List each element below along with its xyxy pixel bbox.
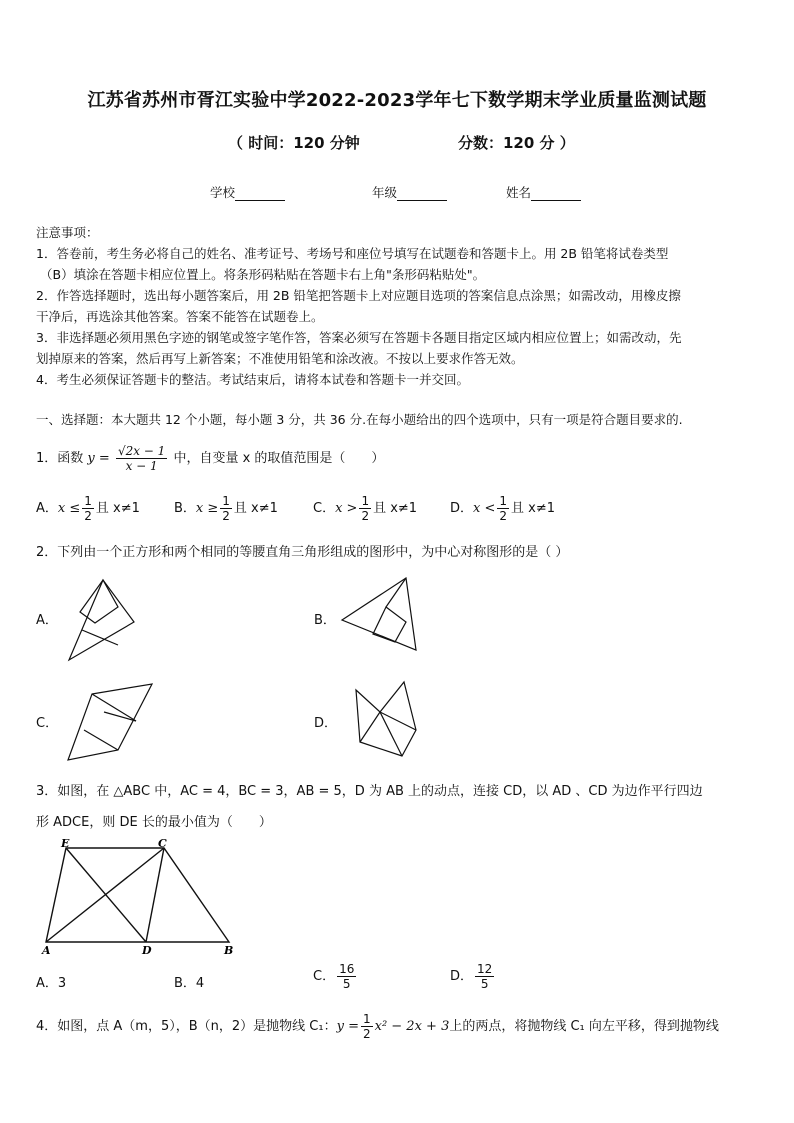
q3-option-c-label: C．	[313, 969, 336, 984]
q4-stem-a: 4．如图，点 A（m，5），B（n，2）是抛物线 C₁：	[36, 1019, 337, 1034]
q3-point-e: E	[61, 837, 70, 850]
q3-option-b[interactable]	[174, 972, 204, 991]
q1-option-a-rel: x ≤	[57, 501, 81, 516]
q2a-line	[82, 630, 118, 645]
q1-suffix: 中，自变量 x 的取值范围是（ ）	[173, 451, 385, 466]
name-field	[506, 183, 581, 201]
q2d-line3	[380, 712, 416, 730]
q1-option-c-frac	[359, 494, 371, 523]
q2a-outline	[69, 580, 134, 660]
q2d-line1	[360, 712, 380, 742]
frac-num: 1	[84, 494, 92, 508]
frac-den: 2	[222, 509, 230, 523]
q1-numerator: √2x − 1	[117, 444, 166, 458]
q2c-outline	[68, 684, 152, 760]
q1-option-d[interactable]	[450, 494, 555, 523]
q2c-line2	[84, 730, 118, 750]
frac-den: 2	[84, 509, 92, 523]
q1-option-b-frac	[220, 494, 232, 523]
q2-option-b-label[interactable]: B．	[314, 613, 336, 628]
q3-option-a[interactable]	[36, 972, 66, 991]
q3-point-b: B	[224, 944, 234, 957]
q2b-square	[373, 607, 406, 642]
q1-option-c-label: C．	[313, 501, 336, 516]
notes-block	[36, 222, 758, 390]
q4-stem-b: 上的两点，将抛物线 C₁ 向左平移，得到抛物线	[449, 1019, 719, 1034]
page-title: 江苏省苏州市胥江实验中学2022-2023学年七下数学期末学业质量监测试题	[87, 90, 707, 111]
q1-option-b[interactable]	[174, 494, 278, 523]
q1-fraction	[116, 444, 167, 473]
section-heading: 一、选择题：本大题共 12 个小题，每小题 3 分，共 36 分.在每小题给出的四个选项中，只有一项是符合题目要求的.	[36, 412, 683, 427]
q2c-line1	[104, 712, 136, 721]
note-4: 4．考生必须保证答题卡的整洁。考试结束后，请将本试卷和答题卡一并交回。	[36, 372, 469, 387]
q3-option-b-label: B．	[174, 976, 196, 991]
frac-num: 1	[499, 494, 508, 508]
exam-time: （ 时间：120 分钟	[228, 134, 360, 152]
note-1b: （B）填涂在答题卡相应位置上。将条形码粘贴在答题卡右上角"条形码粘贴处"。	[40, 267, 486, 282]
q3-trapezoid	[46, 848, 229, 942]
q1-option-c[interactable]	[313, 494, 417, 523]
school-label: 学校	[210, 185, 236, 200]
school-blank	[235, 188, 285, 201]
q3c-den: 5	[342, 977, 351, 991]
question-3-stem-a: 3．如图，在 △ABC 中，AC = 4，BC = 3，AB = 5，D 为 AB 上的动点，连接 CD，以 AD 、CD 为边作平行四边	[36, 784, 703, 799]
q4-den: 2	[362, 1027, 371, 1041]
q3-option-d-frac	[475, 962, 494, 991]
q2b-line	[386, 578, 406, 607]
note-3b: 划掉原来的答案，然后再写上新答案；不准使用铅笔和涂改液。不按以上要求作答无效。	[36, 351, 524, 366]
q3c-num: 16	[339, 962, 355, 976]
frac-num: 1	[361, 494, 370, 508]
note-1a: 1．答卷前，考生务必将自己的姓名、准考证号、考场号和座位号填写在试题卷和答题卡上。用 2B 铅笔将试卷类型	[36, 246, 669, 261]
q2-option-a-label[interactable]: A．	[36, 613, 58, 628]
q3d-den: 5	[480, 977, 489, 991]
question-1-stem	[36, 444, 384, 473]
q3-option-c-frac	[337, 962, 356, 991]
question-2-stem: 2．下列由一个正方形和两个相同的等腰直角三角形组成的图形中，为中心对称图形的是（ ）	[36, 545, 569, 560]
q1-option-a-label: A．	[36, 501, 58, 516]
q1-option-a-tail: 且 x≠1	[95, 501, 140, 516]
q1-option-c-rel: x >	[335, 501, 358, 516]
q3-point-d: D	[142, 944, 152, 957]
note-3a: 3．非选择题必须用黑色字迹的钢笔或签字笔作答，答案必须写在答题卡各题目指定区域内相应位置上；如需改动，先	[36, 330, 682, 345]
question-4-stem	[36, 1012, 719, 1041]
question-3-stem-b: 形 ADCE，则 DE 长的最小值为（ ）	[36, 815, 272, 830]
q1-option-a-frac	[82, 494, 94, 523]
grade-blank	[397, 188, 447, 201]
q2-figure-c	[60, 680, 160, 764]
q1-option-d-rel: x <	[473, 501, 496, 516]
q1-option-b-tail: 且 x≠1	[233, 501, 278, 516]
q3-point-a: A	[42, 944, 51, 957]
q3-line-ed	[66, 848, 146, 942]
q3-option-b-value: 4	[195, 976, 205, 991]
frac-den: 2	[499, 509, 508, 523]
q1-option-b-rel: x ≥	[195, 501, 219, 516]
note-2a: 2．作答选择题时，选出每小题答案后，用 2B 铅笔把答题卡上对应题目选项的答案信息点涂黑；如需改动，用橡皮擦	[36, 288, 681, 303]
school-field	[210, 183, 285, 201]
q2b-outline	[342, 578, 416, 650]
q1-prefix: 1．函数	[36, 451, 84, 466]
exam-score: 分数：120 分 ）	[458, 134, 575, 152]
q3d-num: 12	[477, 962, 493, 976]
grade-field	[372, 183, 447, 201]
q1-denominator: x − 1	[125, 459, 158, 473]
frac-den: 2	[361, 509, 370, 523]
q1-option-d-frac	[497, 494, 509, 523]
q2a-square	[80, 580, 118, 623]
q4-expr: x² − 2x + 3	[374, 1019, 450, 1034]
q1-option-d-label: D．	[450, 501, 474, 516]
q1-option-a[interactable]	[36, 494, 140, 523]
q2c-line3	[92, 694, 136, 721]
q4-fraction	[361, 1012, 373, 1041]
q2-option-d-label[interactable]: D．	[314, 716, 338, 731]
q3-figure	[36, 836, 246, 958]
q3-option-a-value: 3	[57, 976, 67, 991]
q3-option-a-label: A．	[36, 976, 58, 991]
q3-option-d-label: D．	[450, 969, 474, 984]
q4-num: 1	[362, 1012, 371, 1026]
q3-option-c[interactable]	[313, 962, 358, 991]
notes-heading: 注意事项：	[36, 225, 99, 240]
q1-option-b-label: B．	[174, 501, 196, 516]
q2-figure-d	[346, 678, 426, 762]
q1-option-c-tail: 且 x≠1	[373, 501, 418, 516]
q2-figure-b	[336, 572, 426, 657]
q2-figure-a	[60, 570, 150, 665]
note-2b: 干净后，再选涂其他答案。答案不能答在试题卷上。	[36, 309, 324, 324]
q2d-outline	[356, 682, 416, 756]
q3-point-c: C	[158, 837, 167, 850]
name-label: 姓名	[506, 185, 532, 200]
name-blank	[531, 188, 581, 201]
q1-y: y =	[87, 451, 110, 466]
q1-option-d-tail: 且 x≠1	[511, 501, 556, 516]
frac-num: 1	[222, 494, 230, 508]
q2-option-c-label[interactable]: C．	[36, 716, 59, 731]
grade-label: 年级	[372, 185, 398, 200]
q3-line-dc	[146, 848, 164, 942]
q4-y: y =	[336, 1019, 359, 1034]
q3-option-d[interactable]	[450, 962, 496, 991]
